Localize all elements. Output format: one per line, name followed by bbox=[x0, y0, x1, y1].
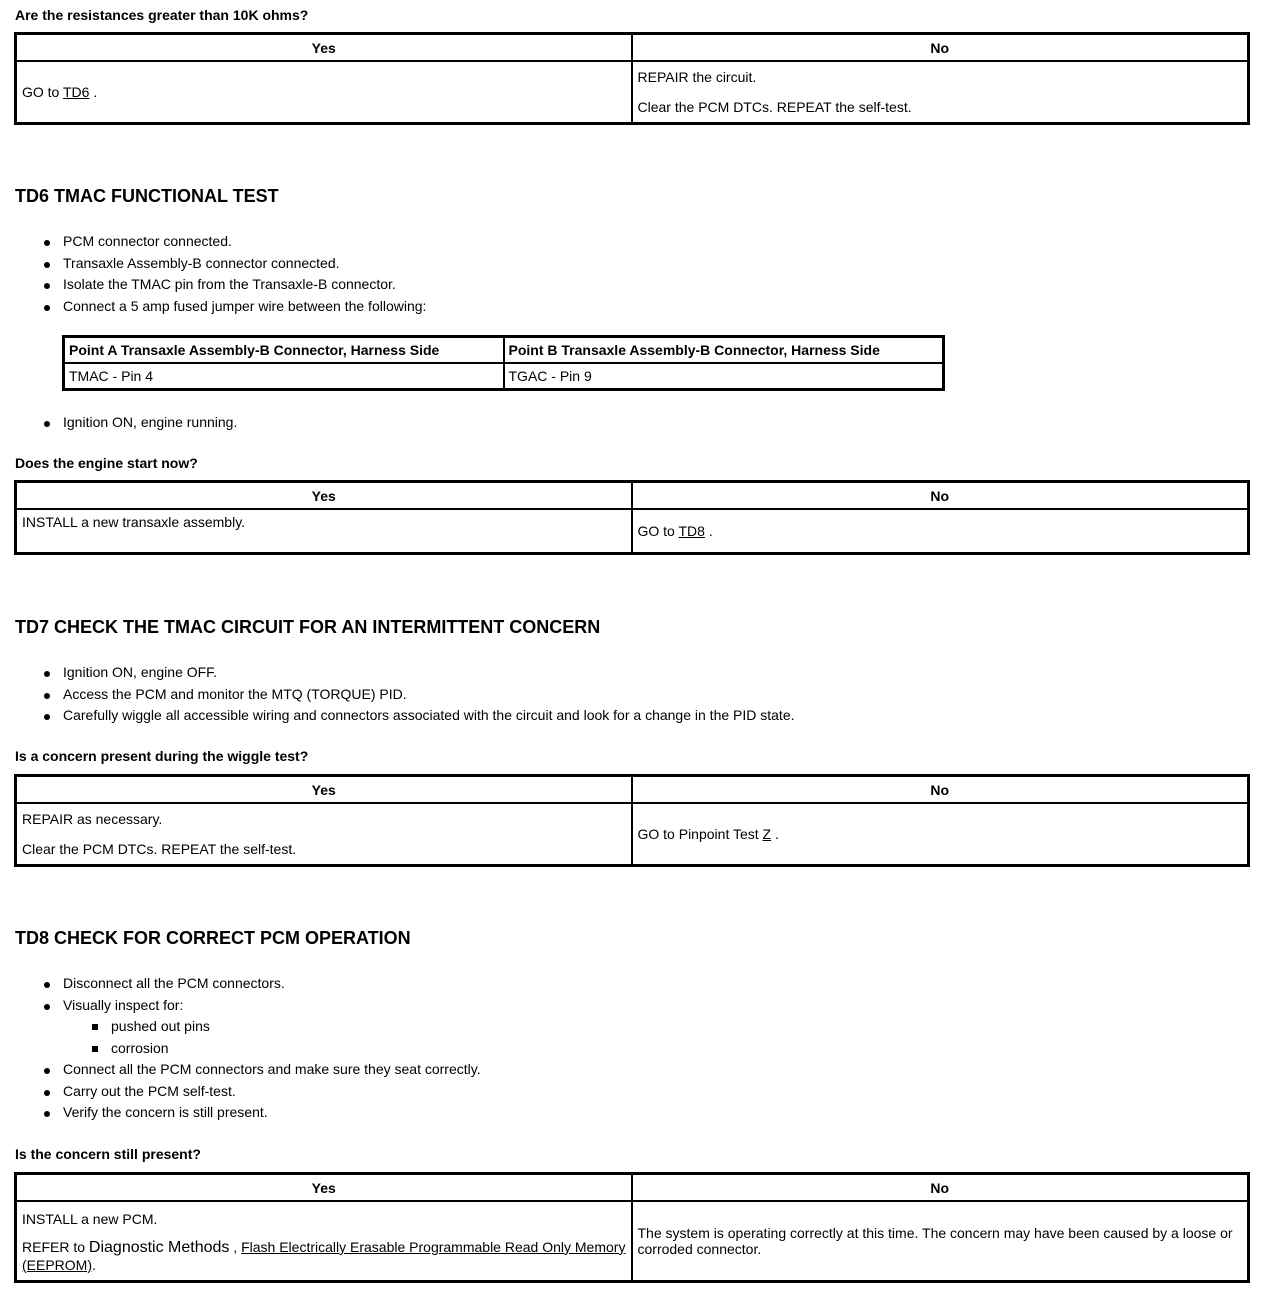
step-item: Ignition ON, engine running. bbox=[44, 412, 237, 434]
no-text: GO to Pinpoint Test bbox=[637, 825, 763, 842]
step-item: Verify the concern is still present. bbox=[44, 1102, 481, 1124]
yes-suffix: . bbox=[89, 83, 98, 100]
no-header: No bbox=[632, 34, 1249, 62]
refer-sep: , bbox=[229, 1238, 242, 1255]
point-a-header: Point A Transaxle Assembly-B Connector, Harness Side bbox=[64, 337, 504, 364]
yes-header: Yes bbox=[16, 482, 632, 510]
no-cell bbox=[632, 61, 1249, 123]
link-pinpoint-z[interactable]: Z bbox=[762, 825, 772, 842]
link-td8[interactable]: TD8 bbox=[678, 522, 705, 539]
question-concern-present: Is the concern still present? bbox=[15, 1146, 201, 1162]
td7-steps bbox=[44, 662, 795, 727]
step-item: Visually inspect for: bbox=[44, 995, 481, 1017]
question-wiggle: Is a concern present during the wiggle test? bbox=[15, 748, 309, 764]
result-table-resistances bbox=[14, 32, 1250, 125]
yes-line-1: INSTALL a new PCM. bbox=[22, 1210, 158, 1227]
heading-td7: TD7 CHECK THE TMAC CIRCUIT FOR AN INTERMITTENT CONCERN bbox=[15, 617, 601, 637]
no-suffix: . bbox=[771, 825, 779, 842]
refer-prefix: REFER to bbox=[22, 1238, 89, 1255]
yes-header: Yes bbox=[16, 776, 632, 804]
step-item: Ignition ON, engine OFF. bbox=[44, 662, 795, 684]
td6-steps bbox=[44, 231, 426, 317]
result-table-td8 bbox=[14, 1172, 1250, 1283]
jumper-table bbox=[62, 335, 945, 391]
step-item: Carry out the PCM self-test. bbox=[44, 1081, 481, 1103]
link-flash-eeprom[interactable]: Flash Electrically Erasable Programmable Read Only Memory bbox=[241, 1238, 626, 1255]
sub-step-item: corrosion bbox=[44, 1038, 481, 1060]
step-item: PCM connector connected. bbox=[44, 231, 426, 253]
no-header: No bbox=[632, 482, 1249, 510]
link-eeprom[interactable]: (EEPROM) bbox=[22, 1256, 92, 1273]
yes-cell bbox=[16, 803, 632, 865]
result-table-td7 bbox=[14, 774, 1250, 867]
td6-steps-after bbox=[44, 412, 237, 434]
point-b-value: TGAC - Pin 9 bbox=[504, 363, 944, 390]
result-table-td6 bbox=[14, 480, 1250, 555]
no-cell bbox=[632, 509, 1249, 553]
sub-step-item: pushed out pins bbox=[44, 1016, 481, 1038]
step-item: Connect all the PCM connectors and make sure they seat correctly. bbox=[44, 1059, 481, 1081]
yes-cell bbox=[16, 61, 632, 123]
yes-text: GO to bbox=[22, 83, 63, 100]
step-item: Connect a 5 amp fused jumper wire between the following: bbox=[44, 296, 426, 318]
no-header: No bbox=[632, 1174, 1249, 1202]
point-b-header: Point B Transaxle Assembly-B Connector, Harness Side bbox=[504, 337, 944, 364]
heading-td6: TD6 TMAC FUNCTIONAL TEST bbox=[15, 186, 279, 206]
no-cell bbox=[632, 803, 1249, 865]
yes-line-2: Clear the PCM DTCs. REPEAT the self-test. bbox=[22, 840, 297, 857]
yes-header: Yes bbox=[16, 34, 632, 62]
no-line-1: REPAIR the circuit. bbox=[637, 68, 757, 85]
no-header: No bbox=[632, 776, 1249, 804]
point-a-value: TMAC - Pin 4 bbox=[64, 363, 504, 390]
yes-line-1: REPAIR as necessary. bbox=[22, 810, 163, 827]
step-item: Disconnect all the PCM connectors. bbox=[44, 973, 481, 995]
yes-header: Yes bbox=[16, 1174, 632, 1202]
no-suffix: . bbox=[704, 522, 713, 539]
yes-cell: INSTALL a new transaxle assembly. bbox=[16, 509, 632, 553]
step-item: Transaxle Assembly-B connector connected. bbox=[44, 253, 426, 275]
question-resistances: Are the resistances greater than 10K ohms? bbox=[15, 7, 309, 23]
link-td6[interactable]: TD6 bbox=[62, 83, 90, 100]
step-item: Isolate the TMAC pin from the Transaxle-B connector. bbox=[44, 274, 426, 296]
no-text: GO to bbox=[637, 522, 679, 539]
yes-cell bbox=[16, 1201, 632, 1281]
step-item: Access the PCM and monitor the MTQ (TORQUE) PID. bbox=[44, 684, 795, 706]
step-item: Carefully wiggle all accessible wiring and connectors associated with the circuit and look for a change in the PID state. bbox=[44, 705, 795, 727]
heading-td8: TD8 CHECK FOR CORRECT PCM OPERATION bbox=[15, 928, 411, 948]
no-line-2: Clear the PCM DTCs. REPEAT the self-test. bbox=[637, 98, 912, 115]
refer-end: . bbox=[92, 1256, 96, 1273]
td8-steps bbox=[44, 973, 481, 1124]
no-cell: The system is operating correctly at this time. The concern may have been caused by a loose or corroded connector. bbox=[632, 1201, 1249, 1281]
question-engine-start: Does the engine start now? bbox=[15, 455, 198, 471]
refer-doc-name: Diagnostic Methods bbox=[88, 1238, 230, 1256]
